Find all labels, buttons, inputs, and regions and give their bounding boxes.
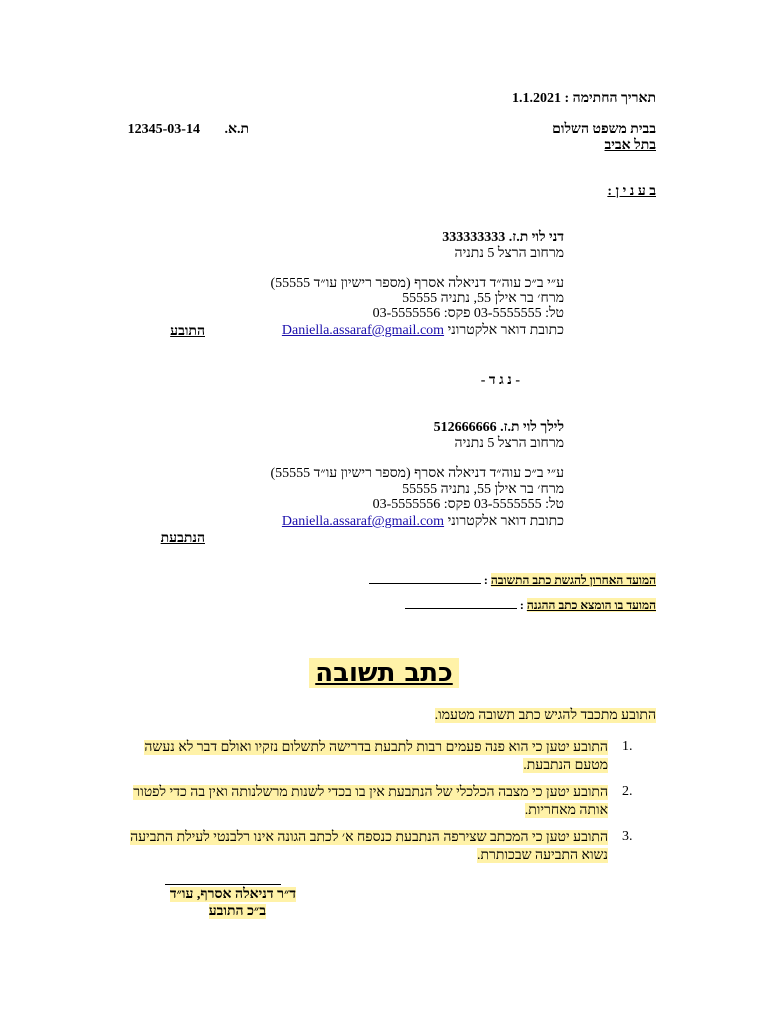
versus-label: - נ ג ד - (480, 373, 520, 388)
signing-date-value: 1.1.2021 (511, 91, 561, 106)
defendant-email-link[interactable]: Daniella.assaraf@gmail.com (281, 514, 445, 529)
item-3-text: התובע יטען כי המכתב שצירפה הנתבעת כנספח א׳ לכתב הגונה אינו רלבנטי לעילת התביעה נשוא התביעה שבכותרת. (130, 830, 608, 863)
case-number-value: 12345-03-14 (127, 122, 200, 137)
signature-role-text: ב״כ התובע (208, 904, 266, 919)
plaintiff-email-label: כתובת דואר אלקטרוני (447, 323, 564, 338)
court-city: בתל אביב (604, 138, 656, 153)
matter-label: ב ע נ י ן : (607, 184, 656, 199)
item-1-number: 1. (622, 739, 633, 754)
court-name: בבית משפט השלום (552, 122, 656, 137)
intro-paragraph (435, 708, 656, 724)
defendant-email-line (282, 514, 564, 530)
defendant-role: הנתבעת (160, 531, 205, 546)
plaintiff-lawyer-address: מרח׳ בר אילן 55, נתניה 55555 (402, 291, 564, 306)
plaintiff-name: דני לוי ת.ז. 333333333 (442, 230, 564, 245)
plaintiff-email-link[interactable]: Daniella.assaraf@gmail.com (281, 323, 445, 338)
intro-text: התובע מתכבד להגיש כתב תשובה מטעמו. (434, 708, 656, 723)
defendant-name: לילך לוי ת.ז. 512666666 (433, 420, 564, 435)
last-date-label: המועד האחרון להגשת כתב התשובה (490, 573, 656, 587)
defendant-address: מרחוב הרצל 5 נתניה (454, 436, 564, 451)
last-date-blank (369, 571, 481, 584)
signature-line (165, 884, 281, 885)
defense-date-row: המועד בו הומצא כתב ההגנה : (405, 596, 656, 613)
plaintiff-lawyer: ע״י ב״כ עוה״ד דניאלה אסרף (מספר רישיון עו״ד 55555) (270, 276, 564, 291)
plaintiff-address: מרחוב הרצל 5 נתניה (454, 246, 564, 261)
defense-date-label: המועד בו הומצא כתב ההגנה (526, 598, 656, 612)
plaintiff-phone-fax: טל: 03-5555555 פקס: 03-5555556 (372, 306, 564, 321)
item-1 (110, 739, 608, 775)
case-number (128, 122, 249, 138)
last-date-row: המועד האחרון להגשת כתב התשובה : (369, 571, 656, 588)
signing-date-label: תאריך החתימה : (564, 91, 656, 106)
signature-name (170, 887, 296, 903)
defendant-phone-fax: טל: 03-5555555 פקס: 03-5555556 (372, 497, 564, 512)
defense-date-blank (405, 596, 517, 609)
case-prefix: ת.א. (224, 122, 249, 137)
plaintiff-email-line (282, 323, 564, 339)
title-container (0, 658, 768, 688)
defendant-email-label: כתובת דואר אלקטרוני (447, 514, 564, 529)
plaintiff-role: התובע (170, 324, 205, 339)
item-3 (110, 829, 608, 865)
defendant-lawyer-address: מרח׳ בר אילן 55, נתניה 55555 (402, 482, 564, 497)
signing-date (512, 91, 656, 107)
signature-name-text: ד״ר דניאלה אסרף, עו״ד (169, 887, 296, 902)
signature-role (209, 904, 266, 920)
item-2-text: התובע יטען כי מצבה הכלכלי של הנתבעת אין בו בכדי לשנות מרשלנותה ואין בה כדי לפטור אותה מאחריות. (133, 785, 608, 818)
defendant-lawyer: ע״י ב״כ עוה״ד דניאלה אסרף (מספר רישיון עו״ד 55555) (270, 466, 564, 481)
document-title: כתב תשובה (309, 658, 459, 688)
item-2-number: 2. (622, 784, 633, 799)
item-1-text: התובע יטען כי הוא פנה פעמים רבות לתבעת בדרישה לתשלום נזקיו ואולם דבר לא נעשה מטעם הנתבעת. (144, 740, 608, 773)
item-2 (110, 784, 608, 820)
item-3-number: 3. (622, 829, 633, 844)
